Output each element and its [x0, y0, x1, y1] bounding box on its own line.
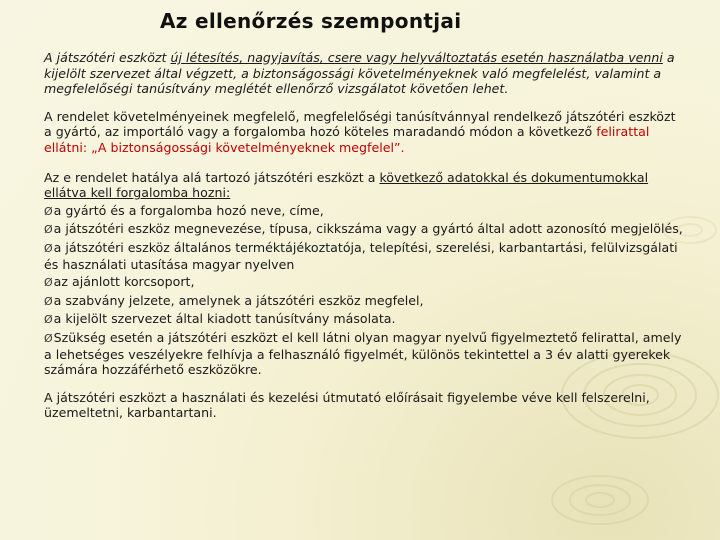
- list-item-text: a játszótéri eszköz megnevezése, típusa, cikkszáma vagy a gyártó által adott azonosító megjelölés,: [53, 221, 683, 237]
- paragraph-text: a kijelölt szervezet által végzett, a biztonságossági követelményeknek való megfelelést, valamint a megfelelőségi tanúsítvány meglétét ellenőrző vizsgálatot követően lehet.: [44, 50, 675, 97]
- list-item-text: az ajánlott korcsoport,: [53, 274, 195, 290]
- list-item-text: Szükség esetén a játszótéri eszközt el kell látni olyan magyar nyelvű figyelmeztető felirattal, amely a lehetséges veszélyekre felhívja a felhasználó figyelmét, különös tekintettel a 3 év alatti gyerekek számára hozzáférhető eszközökre.: [44, 329, 682, 378]
- paragraph-text: A rendelet követelményeinek megfelelő, megfelelőségi tanúsítvánnyal rendelkező játszótéri eszközt a gyártó, az importáló vagy a forgalomba hozó köteles maradandó módon a következő: [44, 108, 676, 140]
- arrow-bullet-icon: Ø: [44, 313, 53, 327]
- paragraph-text: Az e rendelet hatálya alá tartozó játszótéri eszközt a: [44, 169, 380, 185]
- paragraph-usage-conditions: [44, 50, 684, 97]
- highlighted-label-text: felirattal ellátni: „A biztonságossági követelményeknek megfelel”.: [44, 124, 650, 155]
- paragraph-text: A játszótéri eszközt: [44, 50, 171, 65]
- list-item: [44, 330, 684, 378]
- underlined-text: új létesítés, nagyjavítás, csere vagy helyváltoztatás esetén használatba venni: [170, 50, 663, 65]
- arrow-bullet-icon: Ø: [44, 204, 53, 218]
- list-intro: [44, 170, 684, 201]
- paragraph-labeling-requirement: [44, 109, 684, 156]
- list-item: [44, 240, 684, 272]
- list-item: [44, 311, 684, 328]
- paragraph-required-documents: [44, 170, 684, 378]
- slide-title: Az ellenőrzés szempontjai: [160, 9, 462, 33]
- list-item-text: a szabvány jelzete, amelynek a játszótéri eszköz megfelel,: [53, 292, 424, 308]
- arrow-bullet-icon: Ø: [44, 241, 53, 255]
- paragraph-installation: [44, 390, 684, 421]
- list-item: [44, 293, 684, 310]
- arrow-bullet-icon: Ø: [44, 294, 53, 308]
- arrow-bullet-icon: Ø: [44, 223, 53, 237]
- list-item-text: a gyártó és a forgalomba hozó neve, címe,: [53, 202, 324, 218]
- list-item: [44, 221, 684, 238]
- arrow-bullet-icon: Ø: [44, 331, 53, 345]
- list-item: [44, 274, 684, 291]
- arrow-bullet-icon: Ø: [44, 276, 53, 290]
- paragraph-text: A játszótéri eszközt a használati és kezelési útmutató előírásait figyelembe véve kell felszerelni, üzemeltetni, karbantartani.: [44, 389, 650, 421]
- underlined-text: következő adatokkal és dokumentumokkal ellátva kell forgalomba hozni:: [44, 169, 649, 201]
- list-item-text: a játszótéri eszköz általános terméktájékoztatója, telepítési, szerelési, karbantartási, felülvizsgálati és használati utasítása magyar nyelven: [44, 239, 678, 272]
- slide-body: [44, 50, 684, 421]
- list-item: [44, 203, 684, 220]
- list-item-text: a kijelölt szervezet által kiadott tanúsítvány másolata.: [53, 311, 396, 327]
